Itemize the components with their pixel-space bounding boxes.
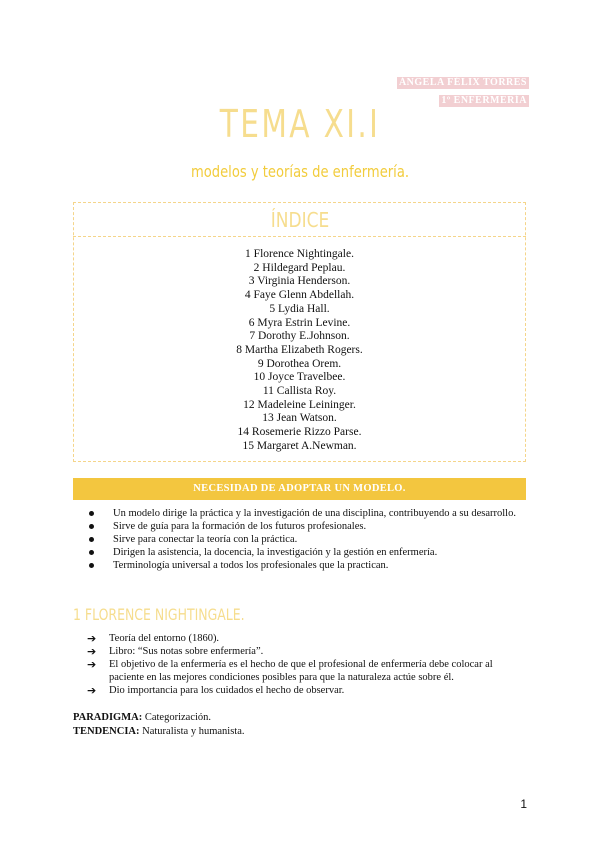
page-number: 1 [520, 797, 527, 811]
index-item: 13 Jean Watson. [262, 412, 337, 425]
page-title: TEMA XI.I [219, 102, 381, 146]
point-item [73, 658, 526, 684]
bullet-text: Dirigen la asistencia, la docencia, la investigación y la gestión en enfermería. [113, 547, 438, 558]
index-item: 2 Hildegard Peplau. [253, 261, 346, 274]
index-item: 1 Florence Nightingale. [245, 248, 354, 260]
author-course: 1º ENFERMERÍA [441, 95, 527, 106]
bullet-dot-icon [89, 511, 94, 516]
point-text: Dio importancia para los cuidados el hecho de observar. [109, 685, 345, 696]
index-item: 9 Dorothea Orem. [257, 357, 342, 370]
point-text: El objetivo de la enfermería es el hecho de que el profesional de enfermería debe colocar al paciente en las mejores condiciones posibles para que la naturaleza actúe sobre él. [109, 659, 493, 683]
index-item: 4 Faye Glenn Abdellah. [244, 289, 355, 302]
section-banner: NECESIDAD DE ADOPTAR UN MODELO. [73, 478, 526, 500]
bullet-text: Un modelo dirige la práctica y la investigación de una disciplina, contribuyendo a su desarrollo. [113, 508, 516, 519]
index-item: 8 Martha Elizabeth Rogers. [236, 343, 363, 356]
point-text: Teoría del entorno (1860). [109, 633, 220, 644]
arrow-right-icon: ➔ [87, 658, 97, 671]
index-item: 3 Virginia Henderson. [248, 275, 351, 288]
arrow-right-icon: ➔ [87, 645, 97, 658]
bullet-item [73, 507, 526, 520]
index-item: 5 Lydia Hall. [269, 302, 330, 315]
author-name: ÁNGELA FÉLIX TORRES [398, 77, 527, 88]
point-item [73, 632, 526, 645]
point-text: Libro: “Sus notas sobre enfermería”. [109, 646, 264, 657]
point-item [73, 684, 526, 697]
bullet-text: Sirve para conectar la teoría con la práctica. [113, 534, 298, 545]
florence-heading: 1 FLORENCE NIGHTINGALE. [73, 605, 245, 624]
bullet-dot-icon [89, 563, 94, 568]
index-item: 15 Margaret A.Newman. [242, 439, 357, 452]
index-item: 10 Joyce Travelbee. [253, 371, 346, 384]
index-item: 6 Myra Estrin Levine. [248, 316, 351, 329]
bullet-item [73, 546, 526, 559]
paradigma-line [73, 712, 211, 723]
paradigma-label: PARADIGMA: [73, 712, 143, 723]
arrow-right-icon: ➔ [87, 632, 97, 645]
index-item: 12 Madeleine Leininger. [243, 398, 356, 411]
tendencia-line [73, 726, 245, 737]
paradigma-value: Categorización. [142, 712, 212, 723]
tendencia-value: Naturalista y humanista. [139, 726, 245, 737]
florence-point-list [73, 632, 526, 697]
page-subtitle: modelos y teorías de enfermería. [190, 162, 410, 181]
bullet-dot-icon [89, 524, 94, 529]
bullet-text: Sirve de guía para la formación de los futuros profesionales. [113, 521, 367, 532]
index-item: 11 Callista Roy. [262, 385, 337, 398]
index-title: ÍNDICE [270, 208, 330, 232]
bullet-item [73, 520, 526, 533]
bullet-text: Terminología universal a todos los profesionales que la practican. [113, 560, 389, 571]
index-list [73, 248, 526, 454]
index-item: 14 Rosemerie Rizzo Parse. [237, 426, 362, 439]
necesidad-bullet-list [73, 507, 526, 572]
arrow-right-icon: ➔ [87, 684, 97, 697]
bullet-item [73, 533, 526, 546]
bullet-dot-icon [89, 537, 94, 542]
index-divider [73, 236, 526, 237]
bullet-item [73, 559, 526, 572]
bullet-dot-icon [89, 550, 94, 555]
point-item [73, 645, 526, 658]
index-item: 7 Dorothy E.Johnson. [249, 330, 350, 343]
tendencia-label: TENDENCIA: [73, 726, 140, 737]
